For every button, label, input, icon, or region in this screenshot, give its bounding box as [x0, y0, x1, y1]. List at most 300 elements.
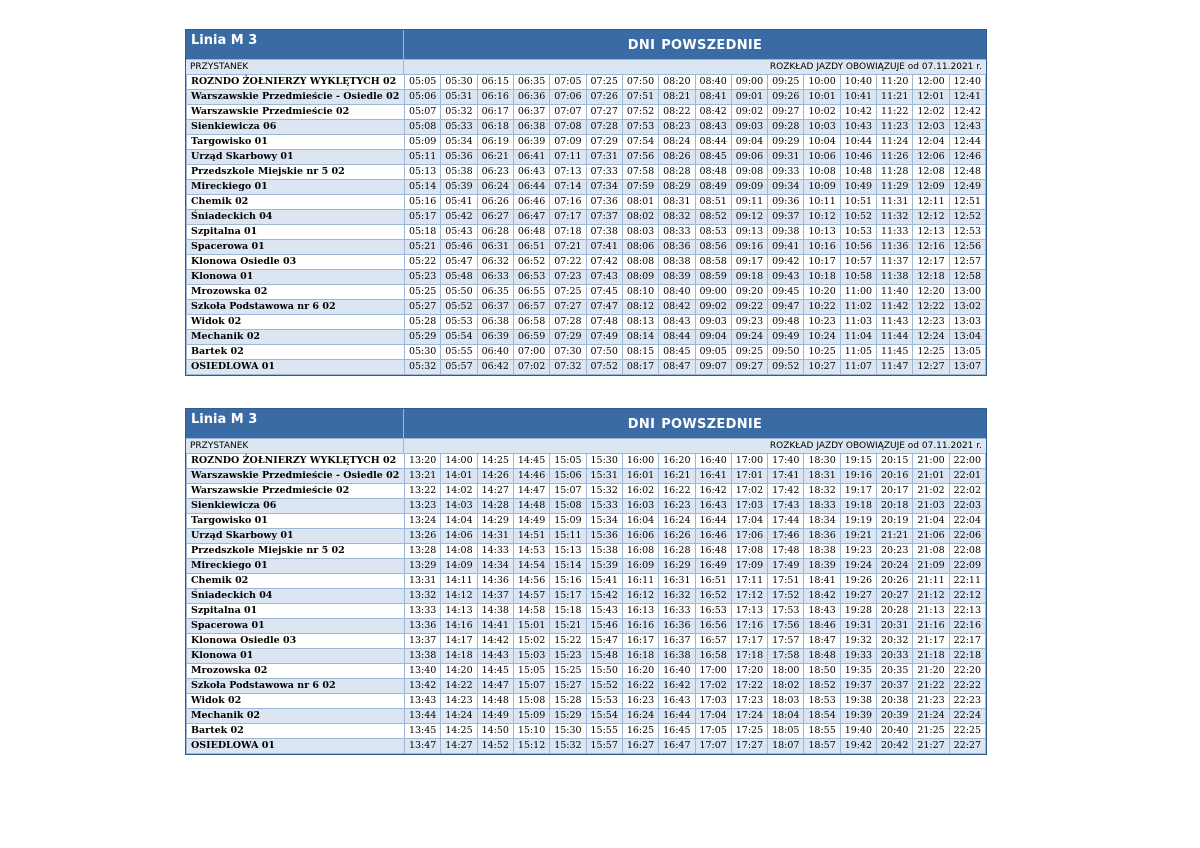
departure-time: 16:28 [659, 544, 695, 559]
departure-time: 12:04 [913, 135, 949, 150]
departure-time: 14:42 [477, 634, 513, 649]
departure-time: 22:03 [949, 499, 985, 514]
departure-time: 16:46 [695, 529, 731, 544]
departure-time: 08:38 [659, 255, 695, 270]
departure-time: 07:07 [550, 105, 586, 120]
departure-time: 05:11 [405, 150, 441, 165]
departure-time: 16:44 [659, 709, 695, 724]
departure-time: 16:45 [659, 724, 695, 739]
table-row [187, 210, 986, 225]
departure-time: 16:36 [659, 619, 695, 634]
departure-time: 05:05 [405, 75, 441, 90]
departure-time: 18:04 [768, 709, 804, 724]
departure-time: 14:37 [477, 589, 513, 604]
departure-time: 10:04 [804, 135, 840, 150]
departure-time: 06:31 [477, 240, 513, 255]
departure-time: 07:29 [550, 330, 586, 345]
departure-time: 08:58 [695, 255, 731, 270]
departure-time: 16:44 [695, 514, 731, 529]
departure-time: 20:18 [877, 499, 913, 514]
departure-time: 05:08 [405, 120, 441, 135]
departure-time: 10:40 [840, 75, 876, 90]
departure-time: 21:22 [913, 679, 949, 694]
departure-time: 05:57 [441, 360, 477, 375]
departure-time: 13:32 [405, 589, 441, 604]
departure-time: 17:27 [731, 739, 767, 754]
departure-time: 15:08 [550, 499, 586, 514]
departure-time: 16:25 [622, 724, 658, 739]
departure-time: 22:08 [949, 544, 985, 559]
departure-time: 08:40 [695, 75, 731, 90]
departure-time: 16:43 [695, 499, 731, 514]
departure-time: 20:19 [877, 514, 913, 529]
departure-time: 14:01 [441, 469, 477, 484]
departure-time: 17:51 [768, 574, 804, 589]
table-row [187, 559, 986, 574]
departure-time: 05:52 [441, 300, 477, 315]
departure-time: 18:36 [804, 529, 840, 544]
departure-time: 15:30 [586, 454, 622, 469]
table-row [187, 619, 986, 634]
departure-time: 06:42 [477, 360, 513, 375]
table-row [187, 514, 986, 529]
departure-time: 15:33 [586, 499, 622, 514]
departure-time: 06:18 [477, 120, 513, 135]
departure-time: 08:09 [622, 270, 658, 285]
departure-time: 12:24 [913, 330, 949, 345]
departure-time: 16:51 [695, 574, 731, 589]
departure-time: 20:40 [877, 724, 913, 739]
stop-name: Warszawskie Przedmieście 02 [187, 105, 405, 120]
departure-time: 11:42 [877, 300, 913, 315]
departure-time: 06:16 [477, 90, 513, 105]
departure-time: 14:23 [441, 694, 477, 709]
departure-time: 20:26 [877, 574, 913, 589]
departure-time: 15:52 [586, 679, 622, 694]
departure-time: 11:37 [877, 255, 913, 270]
departure-time: 10:16 [804, 240, 840, 255]
departure-time: 07:28 [550, 315, 586, 330]
departure-time: 17:03 [731, 499, 767, 514]
departure-time: 22:06 [949, 529, 985, 544]
departure-time: 12:27 [913, 360, 949, 375]
departure-time: 16:20 [659, 454, 695, 469]
departure-time: 10:49 [840, 180, 876, 195]
departure-time: 18:03 [768, 694, 804, 709]
departure-time: 16:38 [659, 649, 695, 664]
departure-time: 16:29 [659, 559, 695, 574]
departure-time: 09:27 [731, 360, 767, 375]
departure-time: 14:17 [441, 634, 477, 649]
departure-time: 18:54 [804, 709, 840, 724]
departure-time: 15:28 [550, 694, 586, 709]
departure-time: 05:42 [441, 210, 477, 225]
departure-time: 14:12 [441, 589, 477, 604]
departure-time: 06:32 [477, 255, 513, 270]
departure-time: 05:13 [405, 165, 441, 180]
departure-time: 14:48 [477, 694, 513, 709]
departure-time: 19:37 [840, 679, 876, 694]
departure-time: 12:46 [949, 150, 985, 165]
departure-time: 11:02 [840, 300, 876, 315]
departure-time: 07:06 [550, 90, 586, 105]
departure-time: 08:41 [695, 90, 731, 105]
departure-time: 07:43 [586, 270, 622, 285]
table-row [187, 300, 986, 315]
departure-time: 21:20 [913, 664, 949, 679]
departure-time: 10:24 [804, 330, 840, 345]
departure-time: 14:47 [513, 484, 549, 499]
departure-time: 14:52 [477, 739, 513, 754]
departure-time: 15:30 [550, 724, 586, 739]
departure-time: 09:23 [731, 315, 767, 330]
departure-time: 09:50 [768, 345, 804, 360]
departure-time: 08:40 [659, 285, 695, 300]
departure-time: 07:29 [586, 135, 622, 150]
departure-time: 06:40 [477, 345, 513, 360]
departure-time: 10:17 [804, 255, 840, 270]
departure-time: 05:48 [441, 270, 477, 285]
departure-time: 09:17 [731, 255, 767, 270]
table-row [187, 499, 986, 514]
departure-time: 16:33 [659, 604, 695, 619]
departure-time: 19:38 [840, 694, 876, 709]
departure-time: 07:54 [622, 135, 658, 150]
departure-time: 21:09 [913, 559, 949, 574]
departure-time: 14:11 [441, 574, 477, 589]
stop-name: Mrozowska 02 [187, 664, 405, 679]
departure-time: 14:04 [441, 514, 477, 529]
departure-time: 08:33 [659, 225, 695, 240]
departure-time: 15:10 [513, 724, 549, 739]
departure-time: 05:34 [441, 135, 477, 150]
table-row [187, 240, 986, 255]
departure-time: 12:09 [913, 180, 949, 195]
departure-time: 06:59 [513, 330, 549, 345]
departure-time: 13:45 [405, 724, 441, 739]
departure-time: 15:05 [513, 664, 549, 679]
departure-time: 05:25 [405, 285, 441, 300]
departure-time: 17:23 [731, 694, 767, 709]
table-row [187, 529, 986, 544]
timetable-morning [185, 29, 987, 376]
departure-time: 09:02 [695, 300, 731, 315]
departure-time: 09:08 [731, 165, 767, 180]
departure-time: 15:31 [586, 469, 622, 484]
departure-time: 07:59 [622, 180, 658, 195]
departure-time: 07:02 [513, 360, 549, 375]
departure-time: 15:01 [513, 619, 549, 634]
departure-time: 16:03 [622, 499, 658, 514]
departure-time: 08:20 [659, 75, 695, 90]
departure-time: 18:43 [804, 604, 840, 619]
departure-time: 05:38 [441, 165, 477, 180]
departure-time: 09:49 [768, 330, 804, 345]
departure-time: 17:16 [731, 619, 767, 634]
departure-time: 07:52 [586, 360, 622, 375]
departure-time: 18:42 [804, 589, 840, 604]
departure-time: 14:45 [513, 454, 549, 469]
departure-time: 15:16 [550, 574, 586, 589]
stop-name: Klonowa 01 [187, 649, 405, 664]
departure-time: 14:49 [477, 709, 513, 724]
departure-time: 07:13 [550, 165, 586, 180]
departure-time: 05:31 [441, 90, 477, 105]
departure-time: 05:30 [441, 75, 477, 90]
departure-time: 11:32 [877, 210, 913, 225]
departure-time: 09:42 [768, 255, 804, 270]
departure-time: 09:03 [695, 315, 731, 330]
departure-time: 19:16 [840, 469, 876, 484]
stop-name: Szpitalna 01 [187, 604, 405, 619]
departure-time: 20:27 [877, 589, 913, 604]
departure-time: 05:39 [441, 180, 477, 195]
departure-time: 16:04 [622, 514, 658, 529]
departure-time: 18:46 [804, 619, 840, 634]
departure-time: 15:38 [586, 544, 622, 559]
departure-time: 11:24 [877, 135, 913, 150]
departure-time: 17:57 [768, 634, 804, 649]
stop-name: Mechanik 02 [187, 709, 405, 724]
departure-time: 21:01 [913, 469, 949, 484]
departure-time: 08:51 [695, 195, 731, 210]
departure-time: 14:06 [441, 529, 477, 544]
departure-time: 09:04 [731, 135, 767, 150]
departure-time: 07:22 [550, 255, 586, 270]
departure-time: 08:45 [695, 150, 731, 165]
departure-time: 09:36 [768, 195, 804, 210]
departure-time: 06:58 [513, 315, 549, 330]
departure-time: 10:41 [840, 90, 876, 105]
departure-time: 10:58 [840, 270, 876, 285]
departure-time: 13:33 [405, 604, 441, 619]
departure-time: 12:40 [949, 75, 985, 90]
stop-name: OSIEDLOWA 01 [187, 739, 405, 754]
departure-time: 17:18 [731, 649, 767, 664]
departure-time: 07:56 [622, 150, 658, 165]
departure-time: 08:01 [622, 195, 658, 210]
table-row [187, 225, 986, 240]
departure-time: 22:01 [949, 469, 985, 484]
departure-time: 16:22 [659, 484, 695, 499]
departure-time: 10:43 [840, 120, 876, 135]
table-row [187, 574, 986, 589]
departure-time: 09:52 [768, 360, 804, 375]
departure-time: 18:33 [804, 499, 840, 514]
departure-time: 17:13 [731, 604, 767, 619]
departure-time: 06:21 [477, 150, 513, 165]
departure-time: 05:09 [405, 135, 441, 150]
departure-time: 06:46 [513, 195, 549, 210]
departure-time: 14:57 [513, 589, 549, 604]
departure-time: 20:35 [877, 664, 913, 679]
departure-time: 05:43 [441, 225, 477, 240]
departure-time: 16:40 [695, 454, 731, 469]
departure-time: 09:34 [768, 180, 804, 195]
departure-time: 08:12 [622, 300, 658, 315]
departure-time: 17:17 [731, 634, 767, 649]
departure-time: 19:18 [840, 499, 876, 514]
departure-time: 10:27 [804, 360, 840, 375]
departure-time: 18:07 [768, 739, 804, 754]
departure-time: 12:13 [913, 225, 949, 240]
departure-time: 09:11 [731, 195, 767, 210]
departure-time: 05:07 [405, 105, 441, 120]
table-row [187, 604, 986, 619]
departure-time: 05:55 [441, 345, 477, 360]
departure-time: 17:40 [768, 454, 804, 469]
departure-time: 12:58 [949, 270, 985, 285]
departure-time: 10:56 [840, 240, 876, 255]
departure-time: 06:38 [513, 120, 549, 135]
departure-time: 19:23 [840, 544, 876, 559]
departure-time: 17:41 [768, 469, 804, 484]
departure-time: 20:24 [877, 559, 913, 574]
stop-name: Sienkiewicza 06 [187, 120, 405, 135]
departure-time: 15:14 [550, 559, 586, 574]
departure-time: 16:24 [659, 514, 695, 529]
departure-time: 06:28 [477, 225, 513, 240]
departure-time: 08:44 [695, 135, 731, 150]
departure-time: 13:05 [949, 345, 985, 360]
departure-time: 18:41 [804, 574, 840, 589]
table-row [187, 739, 986, 754]
departure-time: 13:00 [949, 285, 985, 300]
departure-time: 17:00 [731, 454, 767, 469]
stop-name: Sienkiewicza 06 [187, 499, 405, 514]
departure-time: 16:57 [695, 634, 731, 649]
departure-time: 14:28 [477, 499, 513, 514]
departure-time: 07:23 [550, 270, 586, 285]
departure-time: 13:47 [405, 739, 441, 754]
stop-name: Mireckiego 01 [187, 559, 405, 574]
table-row [187, 180, 986, 195]
departure-time: 06:55 [513, 285, 549, 300]
departure-time: 10:01 [804, 90, 840, 105]
departure-time: 16:26 [659, 529, 695, 544]
departure-time: 17:25 [731, 724, 767, 739]
table-row [187, 120, 986, 135]
departure-time: 20:39 [877, 709, 913, 724]
departure-time: 05:32 [441, 105, 477, 120]
departure-time: 13:36 [405, 619, 441, 634]
stop-name: Targowisko 01 [187, 514, 405, 529]
departure-time: 11:29 [877, 180, 913, 195]
departure-time: 17:52 [768, 589, 804, 604]
departure-time: 12:52 [949, 210, 985, 225]
departure-time: 18:00 [768, 664, 804, 679]
departure-time: 12:06 [913, 150, 949, 165]
departure-time: 18:55 [804, 724, 840, 739]
departure-time: 16:22 [622, 679, 658, 694]
departure-time: 08:56 [695, 240, 731, 255]
stop-name: Urząd Skarbowy 01 [187, 529, 405, 544]
departure-time: 13:26 [405, 529, 441, 544]
stop-name: Przedszkole Miejskie nr 5 02 [187, 544, 405, 559]
departure-time: 19:31 [840, 619, 876, 634]
validity-note: ROZKŁAD JAZDY OBOWIĄZUJE od 07.11.2021 r. [769, 62, 982, 72]
departure-time: 08:42 [659, 300, 695, 315]
departure-time: 12:49 [949, 180, 985, 195]
departure-time: 13:37 [405, 634, 441, 649]
stop-name: ROZNDO ŻOŁNIERZY WYKLĘTYCH 02 [187, 454, 405, 469]
departure-time: 19:24 [840, 559, 876, 574]
departure-time: 16:41 [695, 469, 731, 484]
departure-time: 09:22 [731, 300, 767, 315]
departure-time: 20:33 [877, 649, 913, 664]
departure-time: 19:32 [840, 634, 876, 649]
timetable-header [186, 409, 986, 438]
departure-time: 13:07 [949, 360, 985, 375]
departure-time: 15:50 [586, 664, 622, 679]
departure-time: 14:03 [441, 499, 477, 514]
stop-name: Warszawskie Przedmieście - Osiedle 02 [187, 469, 405, 484]
departure-time: 15:48 [586, 649, 622, 664]
stop-name: OSIEDLOWA 01 [187, 360, 405, 375]
departure-time: 15:12 [513, 739, 549, 754]
departure-time: 11:44 [877, 330, 913, 345]
departure-time: 10:12 [804, 210, 840, 225]
departure-time: 16:42 [695, 484, 731, 499]
departure-time: 08:14 [622, 330, 658, 345]
departure-time: 18:47 [804, 634, 840, 649]
departure-time: 13:03 [949, 315, 985, 330]
departure-time: 18:05 [768, 724, 804, 739]
departure-time: 06:17 [477, 105, 513, 120]
departure-time: 14:49 [513, 514, 549, 529]
departure-time: 05:23 [405, 270, 441, 285]
line-name: Linia M 3 [186, 409, 404, 438]
stop-name: Szkoła Podstawowa nr 6 02 [187, 679, 405, 694]
departure-time: 14:54 [513, 559, 549, 574]
departure-time: 07:28 [586, 120, 622, 135]
departure-time: 14:18 [441, 649, 477, 664]
departure-time: 14:53 [513, 544, 549, 559]
departure-time: 08:08 [622, 255, 658, 270]
stop-name: Bartek 02 [187, 345, 405, 360]
departure-time: 17:05 [695, 724, 731, 739]
departure-time: 07:47 [586, 300, 622, 315]
table-row [187, 664, 986, 679]
departure-time: 15:43 [586, 604, 622, 619]
departure-time: 08:10 [622, 285, 658, 300]
departure-time: 05:36 [441, 150, 477, 165]
departure-time: 15:53 [586, 694, 622, 709]
departure-time: 09:13 [731, 225, 767, 240]
departure-time: 15:46 [586, 619, 622, 634]
departure-time: 08:49 [695, 180, 731, 195]
departure-time: 11:31 [877, 195, 913, 210]
departure-time: 07:32 [550, 360, 586, 375]
departure-time: 09:47 [768, 300, 804, 315]
departure-time: 14:16 [441, 619, 477, 634]
departure-time: 15:23 [550, 649, 586, 664]
departure-time: 14:20 [441, 664, 477, 679]
departure-time: 22:27 [949, 739, 985, 754]
departure-time: 07:38 [586, 225, 622, 240]
stop-name: Mechanik 02 [187, 330, 405, 345]
departure-time: 13:28 [405, 544, 441, 559]
departure-time: 08:48 [695, 165, 731, 180]
departure-time: 18:32 [804, 484, 840, 499]
stop-name: Bartek 02 [187, 724, 405, 739]
departure-time: 05:28 [405, 315, 441, 330]
departure-time: 09:26 [768, 90, 804, 105]
departure-time: 09:00 [695, 285, 731, 300]
departure-time: 14:48 [513, 499, 549, 514]
stop-name: Mireckiego 01 [187, 180, 405, 195]
departure-time: 07:27 [550, 300, 586, 315]
